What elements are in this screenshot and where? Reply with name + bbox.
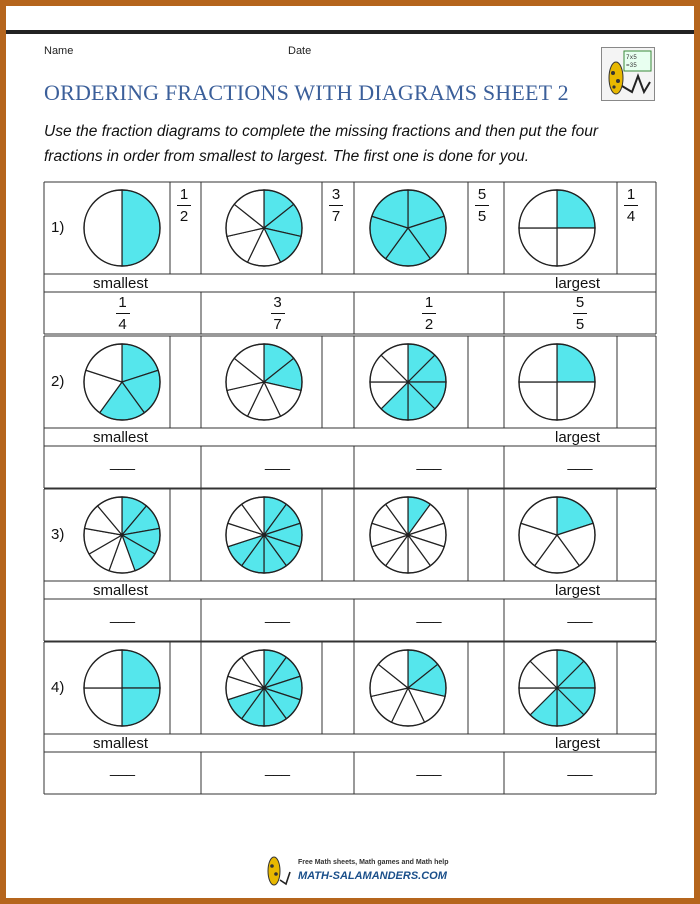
fraction-pie bbox=[370, 344, 446, 420]
fraction-bar bbox=[475, 205, 489, 206]
smallest-label: smallest bbox=[93, 429, 149, 446]
given-fraction bbox=[172, 186, 196, 225]
largest-label: largest bbox=[555, 429, 601, 446]
footer-site: MATH-SALAMANDERS.COM bbox=[298, 870, 447, 882]
answer-blank: ___ bbox=[567, 607, 593, 624]
fraction-denominator: 7 bbox=[273, 316, 282, 333]
fraction-pie bbox=[519, 190, 595, 266]
largest-label: largest bbox=[555, 735, 601, 752]
date-label: Date bbox=[288, 45, 312, 57]
instructions-line-1: Use the fraction diagrams to complete the missing fractions and then put the four bbox=[44, 123, 598, 140]
largest-label: largest bbox=[555, 582, 601, 599]
given-fraction bbox=[619, 186, 643, 225]
fraction-numerator: 3 bbox=[273, 294, 282, 311]
fraction-bar bbox=[271, 313, 285, 314]
pie-slice bbox=[84, 190, 122, 266]
name-label: Name bbox=[44, 45, 74, 57]
fraction-denominator: 2 bbox=[424, 316, 434, 333]
fraction-pie bbox=[84, 344, 160, 420]
fraction-numerator: 1 bbox=[626, 186, 636, 203]
fraction-pie bbox=[519, 497, 595, 573]
answer-fraction bbox=[263, 294, 293, 333]
question-number: 4) bbox=[51, 679, 65, 696]
largest-label: largest bbox=[555, 275, 601, 292]
answer-blank: ___ bbox=[264, 607, 291, 624]
fraction-pie bbox=[519, 650, 595, 726]
answer-blank: ___ bbox=[264, 454, 291, 471]
question-number: 1) bbox=[51, 219, 65, 236]
answer-fraction bbox=[414, 294, 444, 333]
fraction-pie bbox=[519, 344, 595, 420]
answer-fraction bbox=[108, 294, 138, 333]
worksheet-page bbox=[6, 6, 694, 898]
fraction-pie bbox=[84, 497, 160, 573]
fraction-pie bbox=[226, 497, 302, 573]
smallest-label: smallest bbox=[93, 735, 149, 752]
question-number: 3) bbox=[51, 526, 65, 543]
fraction-numerator: 3 bbox=[331, 186, 341, 203]
fraction-numerator: 1 bbox=[424, 294, 434, 311]
fraction-pie bbox=[370, 497, 446, 573]
fraction-denominator: 2 bbox=[179, 208, 189, 225]
fraction-denominator: 7 bbox=[331, 208, 341, 225]
fraction-bar bbox=[329, 205, 343, 206]
answer-blank: ___ bbox=[109, 760, 136, 777]
fraction-pie bbox=[84, 650, 160, 726]
fraction-pie bbox=[226, 344, 302, 420]
fraction-bar bbox=[422, 313, 436, 314]
answer-blank: ___ bbox=[109, 454, 136, 471]
answer-blank: ___ bbox=[416, 760, 442, 777]
footer-logo bbox=[264, 854, 454, 888]
fraction-pie bbox=[226, 650, 302, 726]
fraction-bar bbox=[177, 205, 191, 206]
given-fraction bbox=[470, 186, 494, 225]
svg-text:=35: =35 bbox=[626, 62, 637, 69]
fraction-pie bbox=[226, 190, 302, 266]
fraction-denominator: 4 bbox=[118, 316, 127, 333]
given-fraction bbox=[324, 186, 348, 225]
answer-fraction bbox=[565, 294, 595, 333]
fraction-denominator: 5 bbox=[575, 316, 585, 333]
fraction-pie bbox=[84, 190, 160, 266]
answer-blank: ___ bbox=[416, 607, 442, 624]
answer-blank: ___ bbox=[567, 454, 593, 471]
instructions-line-2: fractions in order from smallest to largest. The first one is done for you. bbox=[44, 148, 530, 165]
smallest-label: smallest bbox=[93, 582, 149, 599]
footer-tagline: Free Math sheets, Math games and Math help bbox=[298, 859, 449, 866]
answer-blank: ___ bbox=[567, 760, 593, 777]
fraction-denominator: 5 bbox=[477, 208, 487, 225]
question-number: 2) bbox=[51, 373, 65, 390]
fraction-bar bbox=[116, 313, 130, 314]
smallest-label: smallest bbox=[93, 275, 149, 292]
fraction-numerator: 1 bbox=[179, 186, 189, 203]
fraction-numerator: 1 bbox=[118, 294, 127, 311]
fraction-numerator: 5 bbox=[575, 294, 585, 311]
svg-text:7x5: 7x5 bbox=[626, 54, 637, 61]
fraction-bar bbox=[573, 313, 587, 314]
pie-slice bbox=[122, 190, 160, 266]
page-title: ORDERING FRACTIONS WITH DIAGRAMS SHEET 2 bbox=[44, 80, 569, 105]
fraction-numerator: 5 bbox=[477, 186, 487, 203]
fraction-denominator: 4 bbox=[626, 208, 636, 225]
answer-blank: ___ bbox=[109, 607, 136, 624]
answer-blank: ___ bbox=[264, 760, 291, 777]
salamander-icon bbox=[264, 854, 294, 888]
fraction-pie bbox=[370, 190, 446, 266]
answer-blank: ___ bbox=[416, 454, 442, 471]
fraction-pie bbox=[370, 650, 446, 726]
fraction-bar bbox=[624, 205, 638, 206]
